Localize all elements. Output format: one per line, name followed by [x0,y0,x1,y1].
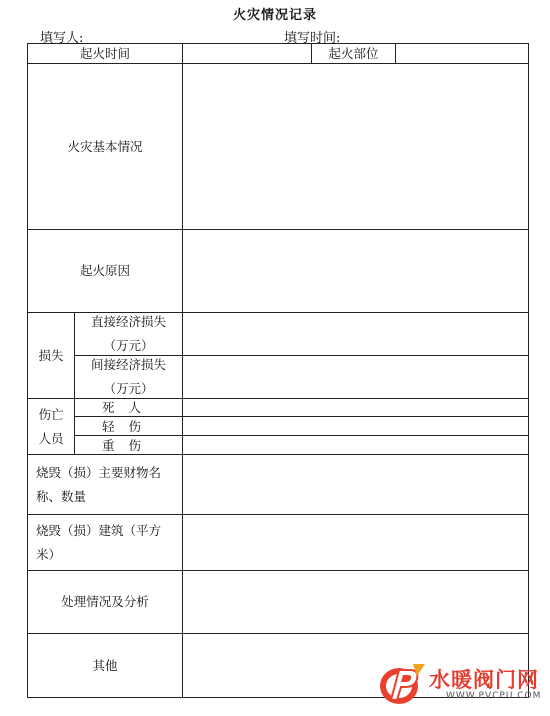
fire-cause-label: 起火原因 [27,229,182,312]
table-border-right [528,43,529,698]
filler-label: 填写人: [40,31,84,46]
heavy-injury-value[interactable] [182,435,528,454]
property-label: 烧毁（损）主要财物名称、数量 [27,454,182,514]
basic-situation-value[interactable] [182,63,528,229]
handling-label: 处理情况及分析 [27,570,182,633]
fire-time-label: 起火时间 [27,43,182,63]
fire-location-value[interactable] [395,43,528,63]
casualties-label: 伤亡人员 [27,398,74,454]
handling-value[interactable] [182,570,528,633]
building-label: 烧毁（损）建筑（平方米） [27,514,182,570]
property-value[interactable] [182,454,528,514]
light-injury-label: 轻伤 [74,416,182,435]
building-value[interactable] [182,514,528,570]
basic-situation-label: 火灾基本情况 [27,63,182,229]
heavy-injury-label: 重伤 [74,435,182,454]
light-injury-value[interactable] [182,416,528,435]
dead-label: 死人 [74,398,182,416]
direct-loss-value[interactable] [182,312,528,355]
watermark-brand: 水暖阀门网 [429,668,539,692]
dead-value[interactable] [182,398,528,416]
document-title: 火灾情况记录 [232,8,317,23]
fire-time-value[interactable] [182,43,311,63]
fire-location-label: 起火部位 [311,43,395,63]
fill-time-label: 填写时间: [284,31,341,46]
direct-loss-label: 直接经济损失（万元） [74,312,182,355]
watermark-logo-icon [377,660,427,708]
indirect-loss-value[interactable] [182,355,528,398]
indirect-loss-label: 间接经济损失（万元） [74,355,182,398]
loss-label: 损失 [27,312,74,398]
watermark-url: WWW.PVCPU.COM [446,691,542,701]
other-label: 其他 [27,633,182,698]
fire-cause-value[interactable] [182,229,528,312]
